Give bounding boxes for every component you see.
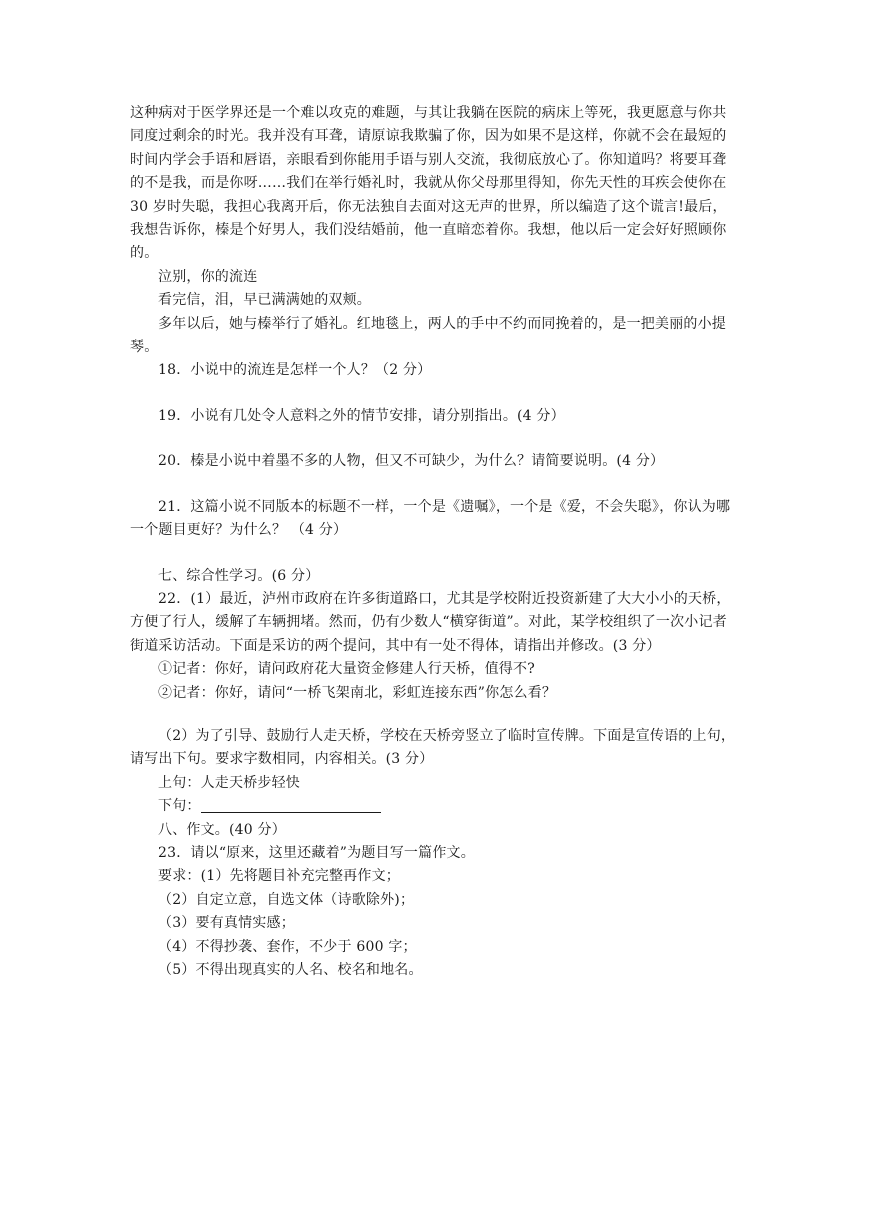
reporter-question-2: ②记者：你好，请问“一桥飞架南北，彩虹连接东西”你怎么看？ bbox=[158, 684, 557, 701]
question-19: 19．小说有几处令人意料之外的情节安排，请分别指出。(4 分） bbox=[158, 407, 565, 424]
question-22-part-1: 22．(1）最近，泸州市政府在许多街道路口，尤其是学校附近投资新建了大大小小的天桥，方便了行人，缓解了车辆拥堵。然而，仍有少数人“横穿街道”。对此，某学校组织了一次小记者街道采访活动。下面是采访的两个提问，其中有一处不得体，请指出并修改。(3 分） bbox=[130, 590, 731, 654]
question-21: 21．这篇小说不同版本的标题不一样，一个是《遗嘱》，一个是《爱，不会失聪》，你认为哪一个题目更好？为什么？ （4 分） bbox=[130, 498, 731, 539]
slogan-upper-line: 上句：人走天桥步轻快 bbox=[158, 774, 300, 791]
essay-requirement-3: （3）要有真情实感； bbox=[158, 915, 295, 932]
section-8-heading: 八、作文。(40 分） bbox=[158, 821, 286, 838]
essay-requirement-1: 要求：(1）先将题目补充完整再作文； bbox=[158, 868, 400, 885]
essay-requirement-4: （4）不得抄袭、套作，不少于 600 字； bbox=[158, 938, 417, 955]
document-body bbox=[130, 102, 740, 982]
slogan-lower-line bbox=[130, 795, 740, 818]
question-23: 23．请以“原来，这里还藏着”为题目写一篇作文。 bbox=[158, 844, 475, 861]
question-20: 20．榛是小说中着墨不多的人物，但又不可缺少，为什么？请简要说明。(4 分） bbox=[158, 453, 665, 470]
question-18: 18．小说中的流连是怎样一个人？（2 分） bbox=[158, 362, 432, 379]
essay-requirement-2: （2）自定立意，自选文体（诗歌除外)； bbox=[158, 891, 415, 908]
question-22-part-2: （2）为了引导、鼓励行人走天桥，学校在天桥旁竖立了临时宣传牌。下面是宣传语的上句，请写出下句。要求字数相同，内容相关。(3 分） bbox=[130, 727, 736, 768]
answer-blank-line[interactable] bbox=[201, 796, 381, 813]
story-ending: 多年以后，她与榛举行了婚礼。红地毯上，两人的手中不约而同挽着的，是一把美丽的小提琴。 bbox=[130, 315, 726, 356]
slogan-lower-label: 下句： bbox=[158, 798, 201, 815]
section-7-heading: 七、综合性学习。(6 分） bbox=[158, 567, 320, 584]
story-after-reading: 看完信，泪，早已满满她的双颊。 bbox=[158, 292, 371, 309]
story-sign-off: 泣别，你的流连 bbox=[158, 268, 258, 285]
story-letter-paragraph: 这种病对于医学界还是一个难以攻克的难题，与其让我躺在医院的病床上等死，我更愿意与你共同度过剩余的时光。我并没有耳聋，请原谅我欺骗了你，因为如果不是这样，你就不会在最短的时间内学会手语和唇语，亲眼看到你能用手语与别人交流，我彻底放心了。你知道吗？将要耳聋的不是我，而是你呀……我们在举行婚礼时，我就从你父母那里得知，你先天性的耳疾会使你在 30 岁时失聪，我担心我离开后，你无法独自去面对这无声的世界，所以编造了这个谎言!最后，我想告诉你，榛是个好男人，我们没结婚前，他一直暗恋着你。我想，他以后一定会好好照顾你的。 bbox=[130, 105, 727, 262]
essay-requirement-5: （5）不得出现真实的人名、校名和地名。 bbox=[158, 962, 423, 978]
reporter-question-1: ①记者：你好，请问政府花大量资金修建人行天桥，值得不? bbox=[158, 661, 535, 678]
